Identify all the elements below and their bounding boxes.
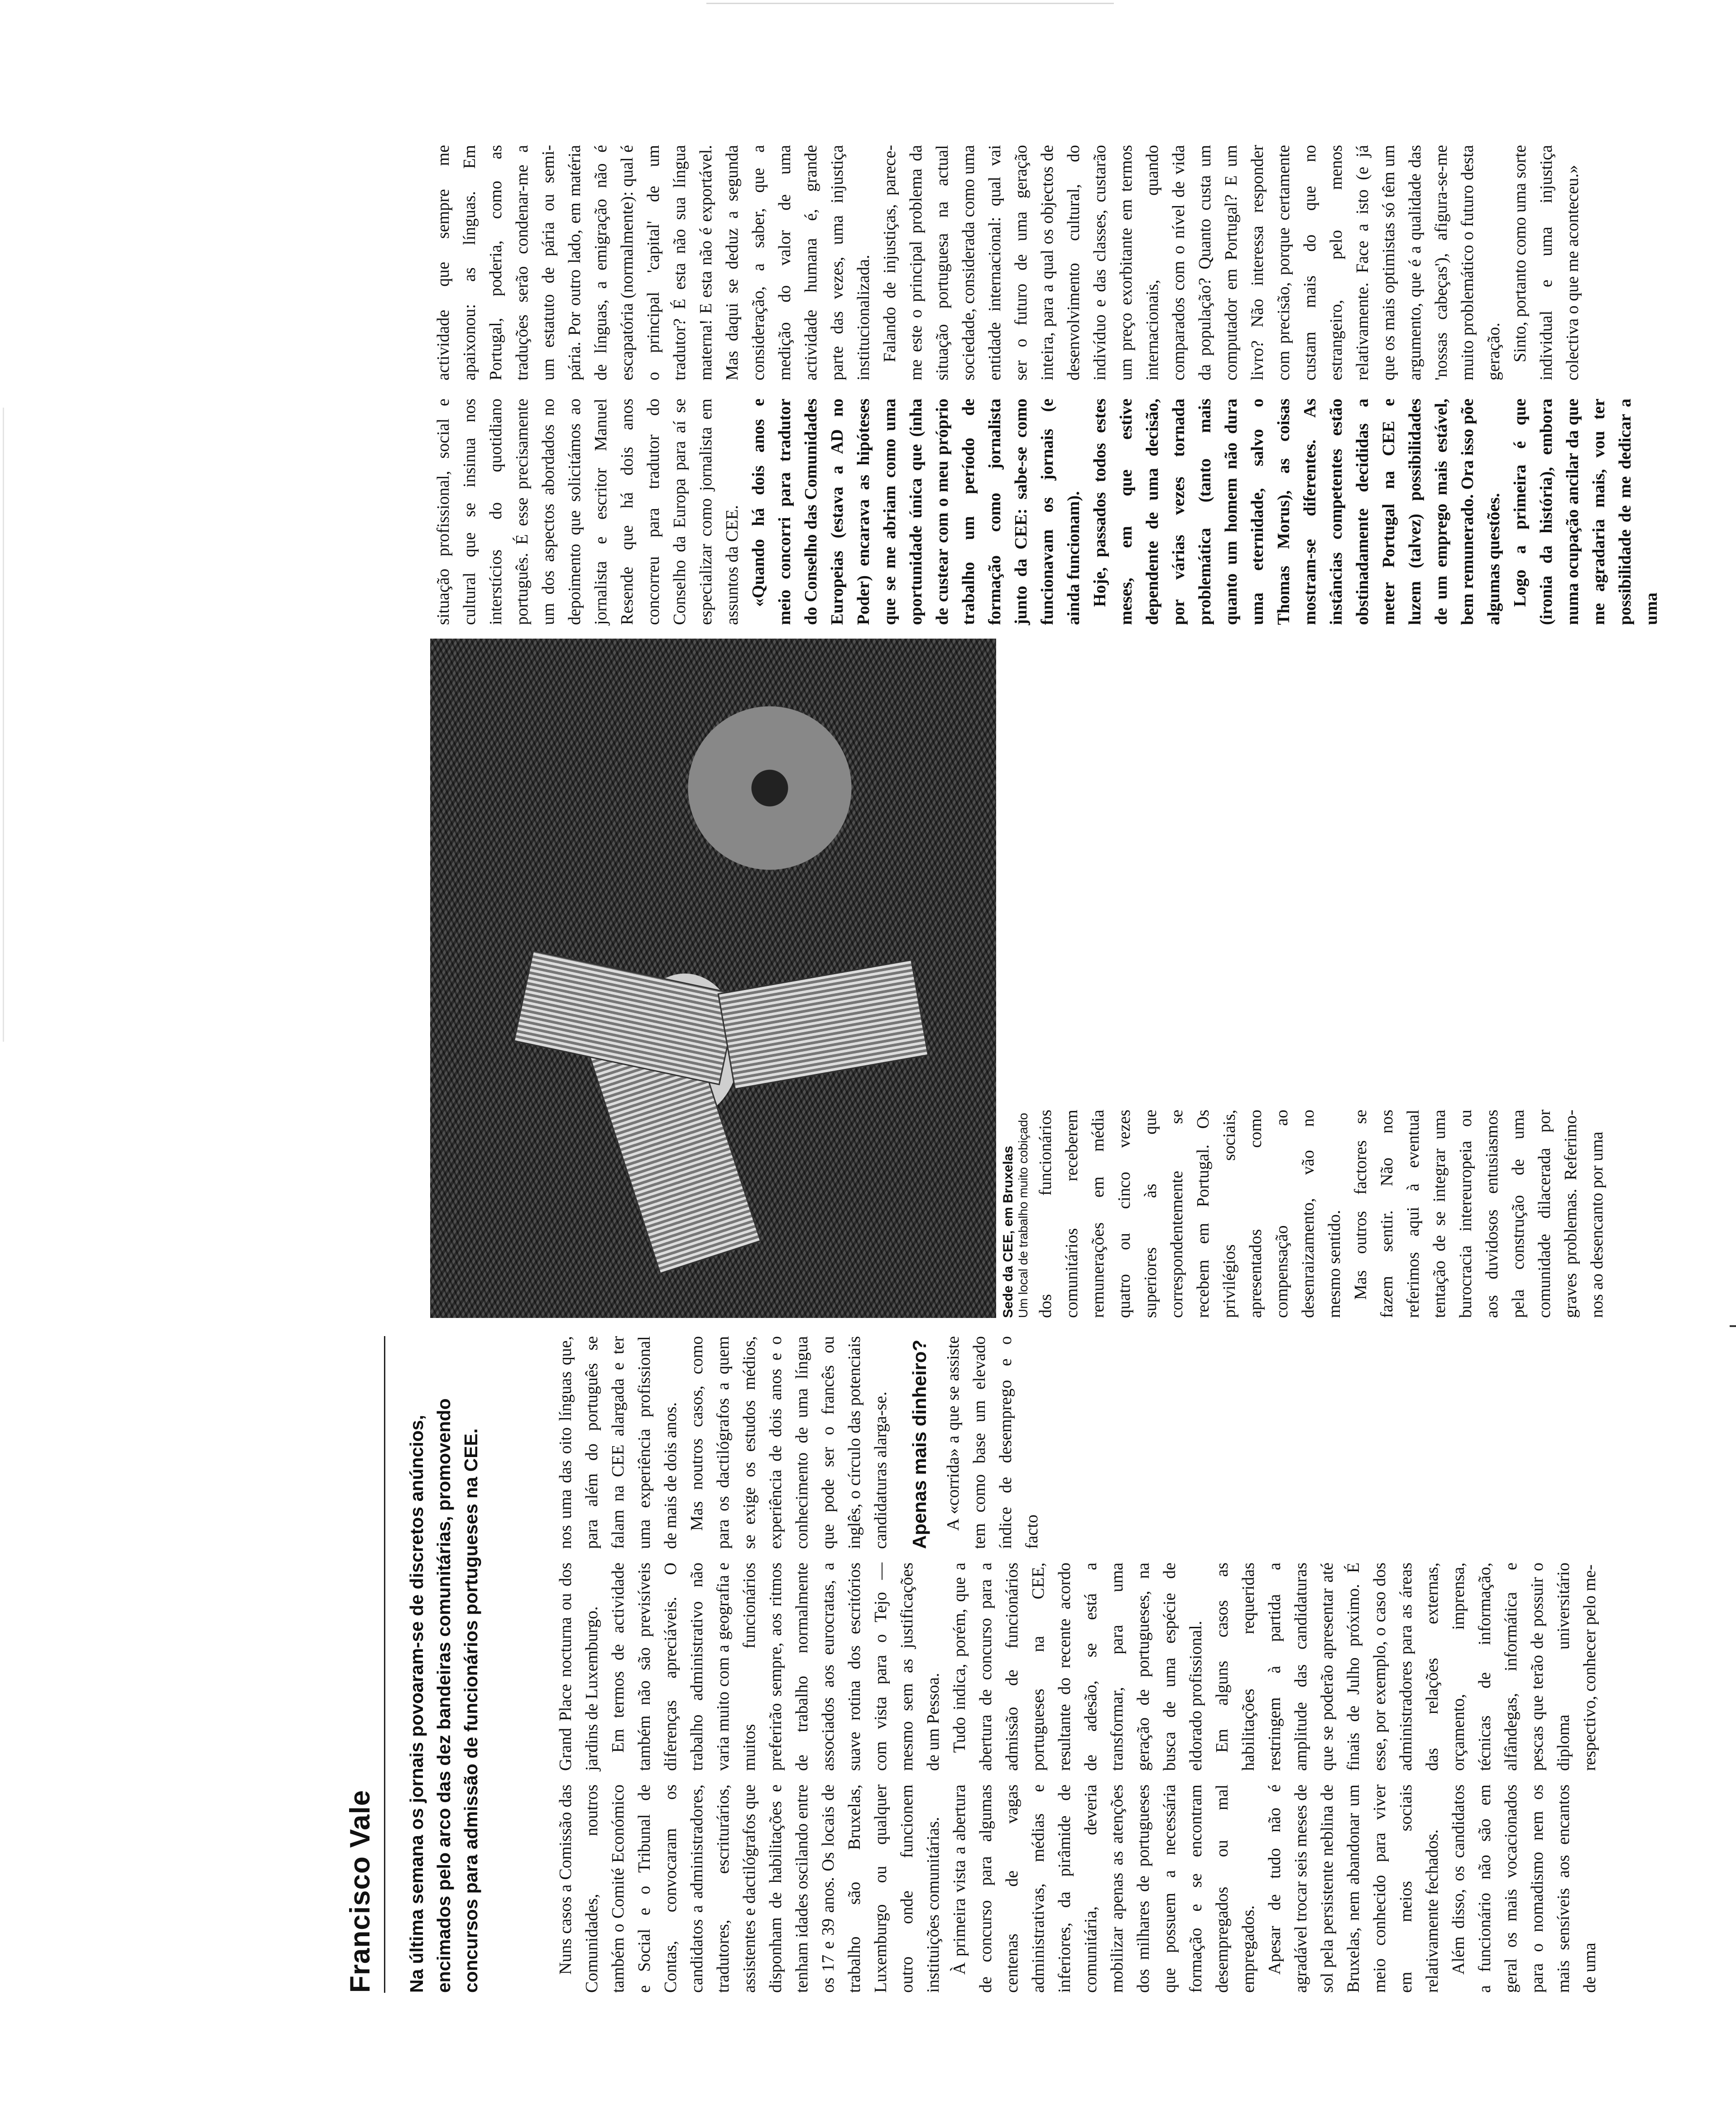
quote-paragraph: Logo a primeira é que (ironia da história), embora numa ocupação ancilar da que me agradaria mais, vou ter possibilidade de me dedicar a uma: [1511, 399, 1661, 625]
photo-caption-subtitle: Um local de trabalho muito cobiçado: [1016, 1113, 1030, 1318]
photo-caption-title: Sede da CEE, em Bruxelas: [1001, 1145, 1016, 1318]
lead-paragraph: Na última semana os jornais povoaram-se de discretos anúncios, encimados pelo arco das dez bandeiras comunitárias, promovendo concursos para admissão de funcionários portugueses na CEE.: [406, 1398, 481, 1993]
paragraph: actividade que sempre me apaixonou: as línguas. Em Portugal, poderia, como as traduções serão condenar-me a um estatuto de pária ou semi-pária. Por outro lado, em matéria de línguas, a emigração não é escapatória (normalmente): qual é o principal 'capital' de um tradutor? É esta não sua língua materna! E esta não é exportável. Mas daqui se deduz a segunda consideração, a saber, que a medição do valor de uma actividade humana é, grande parte das vezes, uma injustiça institucionalizada.: [434, 145, 873, 380]
paragraph: Tudo indica, porém, que a abertura de concurso para a admissão de funcionários portugueses na CEE, resultante do recente acordo de adesão, se está a transformar, para uma geração de portugueses, na busca de uma espécie de eldorado profissional.: [950, 1563, 1205, 1771]
newspaper-page: [326, 100, 1661, 1993]
section-subhead: Apenas mais dinheiro?: [909, 1339, 930, 1549]
paragraph: Em termos de actividade também não são previsíveis diferenças apreciáveis. O trabalho administrativo não varia muito com a geografia e muitos funcionários preferirão sempre, aos ritmos de trabalho normalmente associados aos eurocratas, a suave rotina dos escritórios com vista para o Tejo — mesmo sem as justificações de um Pessoa.: [609, 1563, 943, 1771]
paragraph: situação profissional, social e cultural que se insinua nos interstícios do quotidiano português. É esse precisamente um dos aspectos abordados no depoimento que solicitámos ao jornalista e escritor Manuel Resende que há dois anos concorreu para tradutor do Conselho da Europa para aí se especializar como jornalista em assuntos da CEE.: [434, 399, 742, 625]
paragraph: Além disso, os candidatos a funcionário não são em geral os mais vocacionados para o nomadismo nem os mais sensíveis aos encantos de uma: [1449, 1784, 1599, 1993]
paragraph: Sinto, portanto como uma sorte individual e uma injustiça colectiva o que me aconteceu.»: [1511, 145, 1582, 380]
article-column-1: [552, 1784, 1603, 1993]
paragraph: À primeira vista a abertura de concurso para algumas centenas de vagas administrativas, médias e inferiores, da pirâmide de comunitária, deveria mobilizar apenas as atenções dos milhares de portugueses que possuem a necessária formação e se encontram desempregados ou mal empregados.: [950, 1784, 1258, 1993]
article-column-4: [1032, 1110, 1610, 1318]
paragraph: Mas outros factores se fazem sentir. Não nos referimos aqui à eventual tentação de se integrar uma burocracia intereuropeia ou aos duvidosos entusiasmos pela construção de uma comunidade dilacerada por graves problemas. Referimo-nos ao desencanto por uma: [1351, 1110, 1607, 1318]
paragraph: Falando de injustiças, parece-me este o principal problema da situação portuguesa na actual sociedade, considerada como uma entidade internacional: qual vai ser o futuro de uma geração inteira, para a qual os objectos de desenvolvimento cultural, do indivíduo e das classes, custarão um preço exorbitante em termos internacionais, quando comparados com o nível de vida da população? Quanto custa um computador em Portugal? E um livro? Não interessa responder com precisão, porque certamente custam mais do que no estrangeiro, pelo menos relativamente. Face a isto (e já que os mais optimistas só têm um argumento, que é a qualidade das 'nossas cabeças'), afigura-se-me muito problemático o futuro desta geração.: [880, 145, 1503, 380]
paragraph: Grand Place nocturna ou dos jardins de Luxemburgo.: [556, 1563, 601, 1771]
paragraph: Mas noutros casos, como para os dactilógrafos a quem se exige os estudos médios, experiência de dois anos e o conhecimento de uma língua que pode ser o francês ou inglês, o círculo das potenciais candidaturas alarga-se.: [687, 1336, 890, 1549]
paragraph: Nuns casos a Comissão das Comunidades, noutros também o Comité Económico e Social e o Tribunal de Contas, convocaram os candidatos a administradores, tradutores, escriturários, assistentes e dactilógrafos que disponham de habilitações e tenham idades oscilando entre os 17 e 39 anos. Os locais de trabalho são Bruxelas, Luxemburgo ou qualquer outro onde funcionem instituições comunitárias.: [556, 1784, 943, 1993]
article-column-5: [430, 399, 1664, 625]
byline: Francisco Vale: [345, 1789, 376, 1993]
aerial-photo-cee-headquarters: [430, 639, 996, 1318]
paragraph: A «corrida» a que se assiste tem como base um elevado índice de desemprego e o facto: [944, 1336, 1041, 1549]
article-column-6: [430, 145, 1586, 380]
paragraph: Em alguns casos as habilitações requeridas restringem à partida a amplitude das candidaturas que se poderão apresentar até finais de Julho próximo. É esse, por exemplo, o caso dos administradores para as áreas das relações externas, orçamento, imprensa, técnicas de informação, alfândegas, informática e pescas que terão de possuir o diploma universitário respectivo, conhecer pelo me-: [1213, 1563, 1599, 1771]
byline-rule: [384, 1336, 385, 1993]
photo-block: [430, 639, 1030, 1318]
quote-paragraph: Hoje, passados todos estes meses, em que estive dependente de uma decisão, por várias vezes tornada problemática (tanto mais quanto um homem não dura uma eternidade, salvo o Thomas Morus), as coisas mostram-se diferentes. As instâncias competentes estão obstinadamente decididas a meter Portugal na CEE e luzem (talvez) possibilidades de um emprego mais estável, bem remunerado. Ora isso põe algumas questões.: [1090, 399, 1503, 625]
building-wing: [718, 959, 929, 1090]
paragraph: Apesar de tudo não é agradável trocar seis meses de sol pela persistente neblina de Bruxelas, nem abandonar um meio conhecido para viver em meios sociais relativamente fechados.: [1265, 1784, 1442, 1993]
article-column-3: [552, 1336, 1045, 1549]
article-column-2: [552, 1563, 1603, 1771]
building-wing: [513, 950, 739, 1085]
paragraph: nos uma das oito línguas que, para além do português se falam na CEE alargada e ter uma experiência profissional de mais de dois anos.: [556, 1336, 680, 1549]
scan-edge-top: [706, 3, 1114, 4]
stray-mark: [1730, 1325, 1736, 1327]
quote-paragraph: «Quando há dois anos e meio concorri para tradutor do Conselho das Comunidades Europeias (estava a AD no Poder) encarava as hipóteses que se me abriam como uma oportunidade única que (inha de custear com o meu próprio trabalho um período de formação como jornalista junto da CEE: sabe-se como funcionavam os jornais (e ainda funcionam).: [749, 399, 1083, 625]
scan-edge-left: [3, 408, 4, 1042]
paragraph: dos funcionários comunitários receberem remunerações em média quatro ou cinco vezes superiores às que correspondentemente se recebem em Portugal. Os privilégios sociais, apresentados como compensação ao desenraizamento, vão no mesmo sentido.: [1036, 1110, 1344, 1318]
